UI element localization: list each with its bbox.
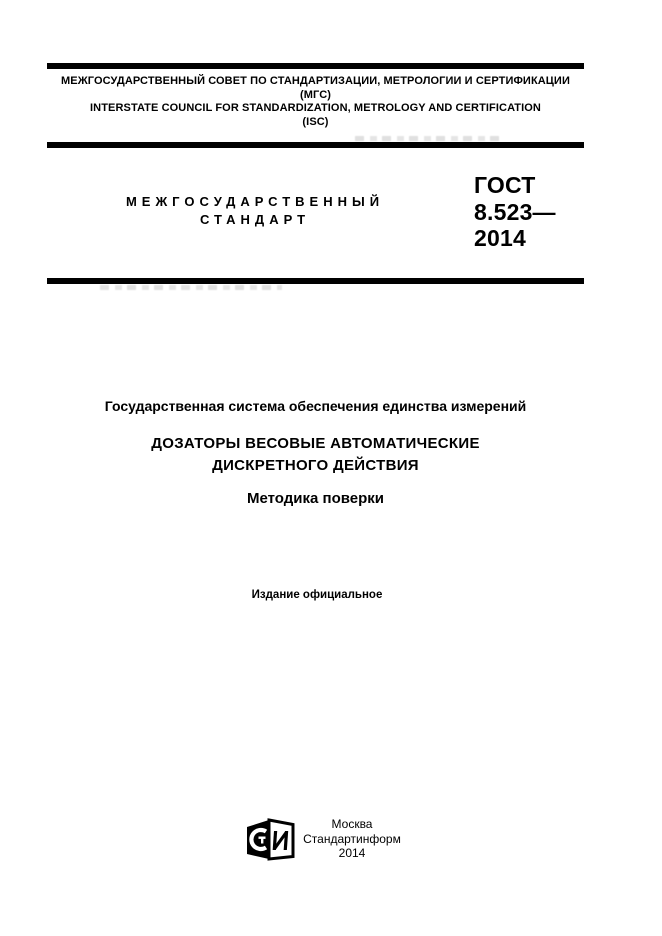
subject-line2: ДИСКРЕТНОГО ДЕЙСТВИЯ <box>212 457 419 474</box>
imprint-year: 2014 <box>338 846 366 860</box>
standard-code-line3: 2014 <box>474 225 526 251</box>
top-rule <box>47 63 584 69</box>
standard-type-line1: МЕЖГОСУДАРСТВЕННЫЙ <box>125 194 385 209</box>
middle-rule <box>47 142 584 148</box>
standard-type-line2: СТАНДАРТ <box>199 212 311 227</box>
imprint-publisher: Стандартинформ <box>303 831 401 846</box>
standard-type-label <box>47 193 463 229</box>
council-name-ru: МЕЖГОСУДАРСТВЕННЫЙ СОВЕТ ПО СТАНДАРТИЗАЦИИ, МЕТРОЛОГИИ И СЕРТИФИКАЦИИ <box>61 75 570 87</box>
document-type-title: Методика поверки <box>247 490 384 507</box>
official-edition-note: Издание официальное <box>251 589 383 601</box>
standartinform-logo-icon <box>245 818 295 862</box>
imprint-city: Москва <box>331 817 373 831</box>
council-abbr-ru: (МГС) <box>299 88 332 101</box>
scan-ghost-artifact <box>355 136 505 141</box>
standard-subject-title <box>47 433 584 477</box>
bottom-rule <box>47 278 584 284</box>
measurement-system-title: Государственная система обеспечения единства измерений <box>104 398 527 414</box>
standard-code-line2: 8.523— <box>474 198 556 225</box>
subject-line1: ДОЗАТОРЫ ВЕСОВЫЕ АВТОМАТИЧЕСКИЕ <box>151 435 480 452</box>
scan-ghost-artifact <box>100 285 282 290</box>
council-abbr-en: (ISC) <box>302 115 329 128</box>
standard-code-line1: ГОСТ <box>474 172 536 198</box>
council-header <box>47 75 584 129</box>
imprint <box>302 817 402 861</box>
council-name-en: INTERSTATE COUNCIL FOR STANDARDIZATION, METROLOGY AND CERTIFICATION <box>90 102 541 114</box>
standard-code <box>474 172 584 252</box>
